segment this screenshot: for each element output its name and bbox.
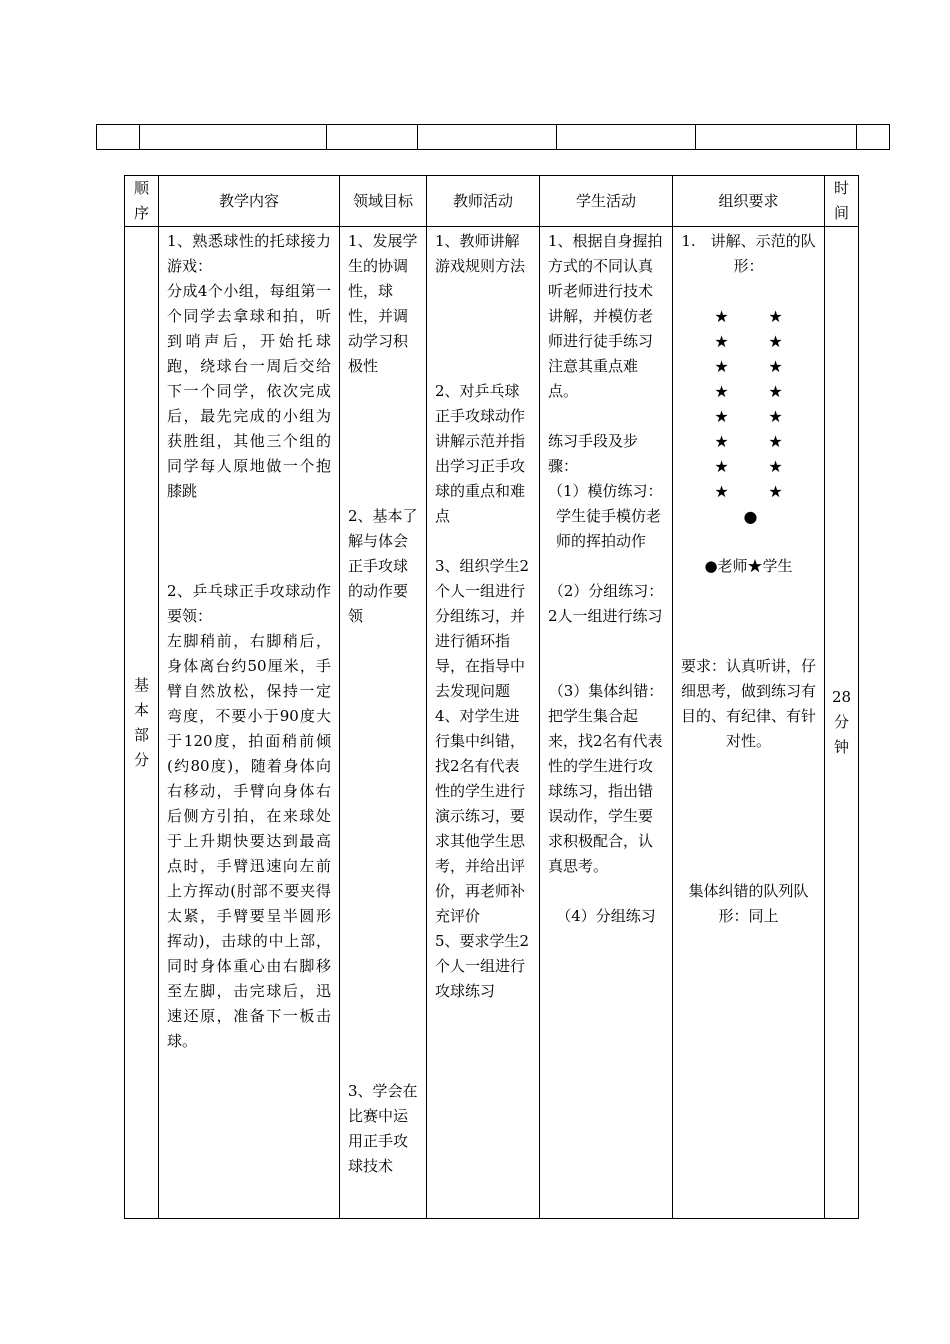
student-3: （1）模仿练习： (548, 482, 663, 500)
header-order: 顺序 (125, 176, 159, 227)
student-6: 2人一组进行练习 (548, 607, 663, 625)
teacher-2: 2、对乒乓球正手攻球动作讲解示范并指出学习正手攻球的重点和难点 (435, 382, 526, 525)
goal-2: 2、基本了解与体会正手攻球的动作要领 (348, 507, 418, 625)
student-cell (540, 227, 673, 1219)
student-formation (681, 304, 816, 529)
header-content: 教学内容 (159, 176, 340, 227)
star-icon: ★ (768, 432, 783, 451)
lesson-plan-table (124, 175, 859, 1219)
header-teacher: 教师活动 (427, 176, 540, 227)
org-correction-formation: 集体纠错的队列队形：同上 (688, 882, 809, 925)
teacher-cell (427, 227, 540, 1219)
star-icon: ★ (714, 332, 729, 351)
star-icon: ★ (714, 307, 729, 326)
star-icon: ★ (714, 382, 729, 401)
top-empty-table (96, 124, 890, 150)
section-label: 基本部分 (125, 227, 159, 1219)
star-icon: ★ (714, 357, 729, 376)
student-1: 1、根据自身握拍方式的不同认真听老师进行技术讲解，并模仿老师进行徒手练习注意其重点难点。 (548, 232, 663, 400)
student-7: （3）集体纠错： (548, 682, 664, 700)
header-student: 学生活动 (540, 176, 673, 227)
star-icon: ★ (714, 457, 729, 476)
content-technique: 2、乒乓球正手攻球动作要领： 左脚稍前，右脚稍后，身体离台约50厘米，手臂自然放松，保持一定弯度，不要小于90度大于120度，拍面稍前倾(约80度)，随着身体向右移动，手臂向身体右后侧方引拍，在来球处于上升期快要达到最高点时，手臂迅速向左前上方挥动(肘部不要夹得太紧，手臂要呈半圆形挥动)，击球的中上部，同时身体重心由右脚移至左脚，击完球后，迅速还原，准备下一板击球。 (167, 582, 331, 1050)
header-row (125, 176, 859, 227)
star-icon: ★ (768, 457, 783, 476)
star-icon: ★ (714, 482, 729, 501)
header-time: 时间 (825, 176, 859, 227)
content-game: 1、熟悉球性的托球接力游戏： 分成4个小组，每组第一个同学去拿球和拍，听到哨声后，开始托球跑，绕球台一周后交给下一个同学，依次完成后，最先完成的小组为获胜组，其他三个组的同学每人原地做一个抱膝跳 (167, 232, 331, 500)
teacher-3: 3、组织学生2个人一组进行分组练习，并进行循环指导，在指导中去发现问题 4、对学生进行集中纠错，找2名有代表性的学生进行演示练习，要求其他学生思考，并给出评价，再老师补充评价 5、要求学生2个人一组进行攻球练习 (435, 557, 530, 1000)
header-goals: 领域目标 (340, 176, 427, 227)
student-4: 学生徒手模仿老师的挥拍动作 (556, 507, 662, 550)
teacher-dot-icon: ● (743, 507, 758, 526)
goals-cell (340, 227, 427, 1219)
org-requirement: 要求：认真听讲，仔细思考，做到练习有目的、有纪律、有针对性。 (681, 657, 817, 750)
time-cell: 28分钟 (825, 227, 859, 1219)
star-icon: ★ (768, 482, 783, 501)
content-cell (159, 227, 340, 1219)
body-row (125, 227, 859, 1219)
header-org: 组织要求 (673, 176, 825, 227)
student-5: （2）分组练习： (548, 582, 664, 600)
goal-3: 3、学会在比赛中运用正手攻球技术 (348, 1082, 418, 1175)
org-cell (673, 227, 825, 1219)
star-icon: ★ (768, 307, 783, 326)
student-9: （4）分组练习 (556, 907, 656, 925)
star-icon: ★ (768, 382, 783, 401)
student-8: 把学生集合起来，找2名有代表性的学生进行攻球练习，指出错误动作，学生要求积极配合，认真思考。 (548, 707, 663, 875)
star-icon: ★ (714, 407, 729, 426)
star-icon: ★ (768, 357, 783, 376)
org-1: 1. 讲解、示范的队形： (681, 232, 816, 275)
star-icon: ★ (714, 432, 729, 451)
student-2: 练习手段及步骤： (548, 432, 639, 475)
formation-legend: ●老师★学生 (704, 557, 793, 575)
goal-1: 1、发展学生的协调性，球性，并调动学习积极性 (348, 232, 418, 375)
star-icon: ★ (768, 332, 783, 351)
star-icon: ★ (768, 407, 783, 426)
teacher-1: 1、教师讲解游戏规则方法 (435, 232, 526, 275)
